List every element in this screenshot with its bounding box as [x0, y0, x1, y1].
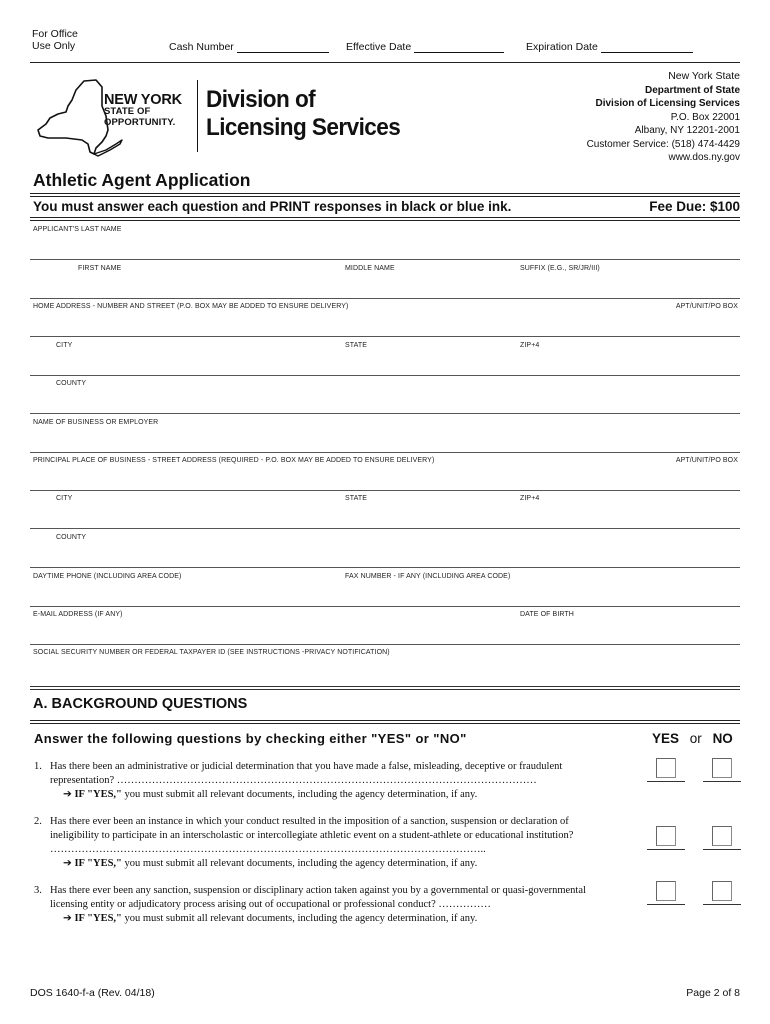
question-number: 3. — [34, 885, 42, 896]
middle-name-label: MIDDLE NAME — [345, 265, 395, 272]
business-name-field[interactable] — [30, 415, 740, 453]
question-2 — [34, 815, 614, 871]
phone-label: DAYTIME PHONE (INCLUDING AREA CODE) — [33, 573, 182, 580]
business-state-label: STATE — [345, 495, 368, 502]
no-header: NO — [712, 731, 733, 746]
section-a-instruction: Answer the following questions by checking either "YES" or "NO" — [34, 731, 467, 746]
last-name-field[interactable] — [30, 222, 740, 260]
title-divider — [30, 193, 740, 197]
email-row — [30, 607, 740, 645]
home-city-row — [30, 338, 740, 376]
yes-no-header — [652, 731, 733, 746]
question-followup: ➔ IF "YES," you must submit all relevant documents, including the agency determination, if any. — [63, 913, 478, 924]
checkbox-underline — [703, 904, 741, 905]
office-use-label: For Office Use Only — [32, 28, 78, 52]
followup-text: you must submit all relevant documents, including the agency determination, if any. — [121, 858, 478, 869]
suffix-label: SUFFIX (E.G., SR/JR/III) — [520, 265, 600, 272]
phone-row — [30, 569, 740, 607]
division-name — [206, 86, 400, 142]
if-yes-label: IF "YES," — [74, 913, 122, 924]
office-use-header — [32, 28, 740, 56]
division-line2: Licensing Services — [206, 114, 401, 141]
expiration-date-label: Expiration Date — [526, 41, 598, 53]
effective-date-field[interactable] — [346, 41, 504, 53]
question-text: Has there ever been an instance in which your conduct resulted in the imposition of a sanction, suspension or declaration of ineligibility to participate in an interscholastic or intercollegiate athletic event on a student-athlete or educational institution? …………………………………………………………………………………………………………….. — [50, 816, 574, 855]
form-title: Athletic Agent Application — [33, 170, 251, 190]
yes-header: YES — [652, 731, 680, 746]
home-address-label: HOME ADDRESS - NUMBER AND STREET (P.O. BOX MAY BE ADDED TO ENSURE DELIVERY) — [33, 303, 349, 310]
home-county-label: COUNTY — [56, 380, 87, 387]
home-county-field[interactable] — [30, 376, 740, 414]
followup-text: you must submit all relevant documents, including the agency determination, if any. — [121, 913, 478, 924]
last-name-label: APPLICANT'S LAST NAME — [33, 226, 122, 233]
question-followup: ➔ IF "YES," you must submit all relevant documents, including the agency determination, if any. — [63, 789, 478, 800]
agency-division: Division of Licensing Services — [595, 98, 740, 109]
question-followup: ➔ IF "YES," you must submit all relevant documents, including the agency determination, if any. — [63, 858, 478, 869]
ny-wordmark-line1: NEW YORK — [104, 92, 182, 108]
name-row — [30, 261, 740, 299]
checkbox-underline — [703, 849, 741, 850]
agency-city: Albany, NY 12201-2001 — [634, 125, 740, 136]
page-number: Page 2 of 8 — [686, 987, 740, 999]
agency-address — [587, 70, 740, 165]
header-divider — [30, 62, 740, 63]
question-3 — [34, 884, 614, 926]
or-header: or — [689, 731, 702, 746]
agency-customer-service: Customer Service: (518) 474-4429 — [586, 138, 740, 150]
email-label: E-MAIL ADDRESS (IF ANY) — [33, 611, 123, 618]
effective-date-label: Effective Date — [346, 41, 412, 53]
fax-label: FAX NUMBER - IF ANY (INCLUDING AREA CODE) — [345, 573, 511, 580]
home-zip-label: ZIP+4 — [520, 342, 540, 349]
checkbox-underline — [703, 781, 741, 782]
question-1-yes-checkbox[interactable] — [656, 758, 676, 778]
section-a-title: A. BACKGROUND QUESTIONS — [33, 696, 248, 712]
principal-place-field[interactable] — [30, 453, 740, 491]
agency-state: New York State — [668, 70, 740, 82]
checkbox-underline — [647, 904, 685, 905]
business-name-label: NAME OF BUSINESS OR EMPLOYER — [33, 419, 159, 426]
dob-label: DATE OF BIRTH — [520, 611, 574, 618]
section-a-divider — [30, 686, 740, 690]
expiration-date-field[interactable] — [526, 41, 693, 53]
subhead-divider — [30, 217, 740, 221]
question-3-no-checkbox[interactable] — [712, 881, 732, 901]
followup-text: you must submit all relevant documents, including the agency determination, if any. — [121, 789, 478, 800]
question-text: Has there been an administrative or judicial determination that you have made a false, misleading, deceptive or fraudulent representation? ………………………………………………………………………………………………………… — [50, 761, 563, 786]
form-id: DOS 1640-f-a (Rev. 04/18) — [30, 987, 155, 999]
business-county-field[interactable] — [30, 530, 740, 568]
question-number: 1. — [34, 761, 42, 772]
checkbox-underline — [647, 781, 685, 782]
home-city-label: CITY — [56, 342, 73, 349]
question-1-no-checkbox[interactable] — [712, 758, 732, 778]
if-yes-label: IF "YES," — [74, 789, 122, 800]
question-1 — [34, 760, 614, 802]
business-apt-label: APT/UNIT/PO BOX — [675, 457, 738, 464]
cash-number-field[interactable] — [169, 41, 329, 53]
business-city-row — [30, 491, 740, 529]
ssn-label: SOCIAL SECURITY NUMBER OR FEDERAL TAXPAYER ID (SEE INSTRUCTIONS -PRIVACY NOTIFICATION) — [33, 649, 390, 656]
question-2-no-checkbox[interactable] — [712, 826, 732, 846]
logo-divider — [197, 80, 198, 152]
checkbox-underline — [647, 849, 685, 850]
fee-due: Fee Due: $100 — [649, 199, 740, 214]
home-apt-label: APT/UNIT/PO BOX — [675, 303, 738, 310]
agency-dept: Department of State — [644, 84, 740, 96]
cash-number-label: Cash Number — [169, 41, 234, 53]
question-number: 2. — [34, 816, 42, 827]
question-3-yes-checkbox[interactable] — [656, 881, 676, 901]
ny-state-logo — [36, 78, 216, 158]
ny-wordmark-line2: STATE OF — [104, 106, 151, 117]
division-line1: Division of — [206, 86, 316, 113]
agency-po-box: P.O. Box 22001 — [670, 111, 740, 123]
home-state-label: STATE — [345, 342, 368, 349]
question-2-yes-checkbox[interactable] — [656, 826, 676, 846]
business-city-label: CITY — [56, 495, 73, 502]
ny-wordmark — [104, 92, 182, 128]
question-text: Has there ever been any sanction, suspension or disciplinary action taken against you by a governmental or quasi-governmental licensing entity or adjudicatory process arising out of occupational or professional conduct? …………… — [50, 885, 586, 910]
home-address-field[interactable] — [30, 299, 740, 337]
first-name-label: FIRST NAME — [78, 265, 122, 272]
if-yes-label: IF "YES," — [74, 858, 122, 869]
ny-wordmark-line3: OPPORTUNITY. — [104, 117, 176, 128]
principal-place-label: PRINCIPAL PLACE OF BUSINESS - STREET ADDRESS (REQUIRED - P.O. BOX MAY BE ADDED TO ENSURE DELIVERY) — [33, 457, 435, 464]
section-a-title-divider — [30, 720, 740, 724]
ssn-field[interactable] — [30, 645, 740, 683]
business-county-label: COUNTY — [56, 534, 87, 541]
ink-instruction: You must answer each question and PRINT responses in black or blue ink. — [33, 199, 512, 214]
agency-website: www.dos.ny.gov — [668, 152, 740, 163]
business-zip-label: ZIP+4 — [520, 495, 540, 502]
